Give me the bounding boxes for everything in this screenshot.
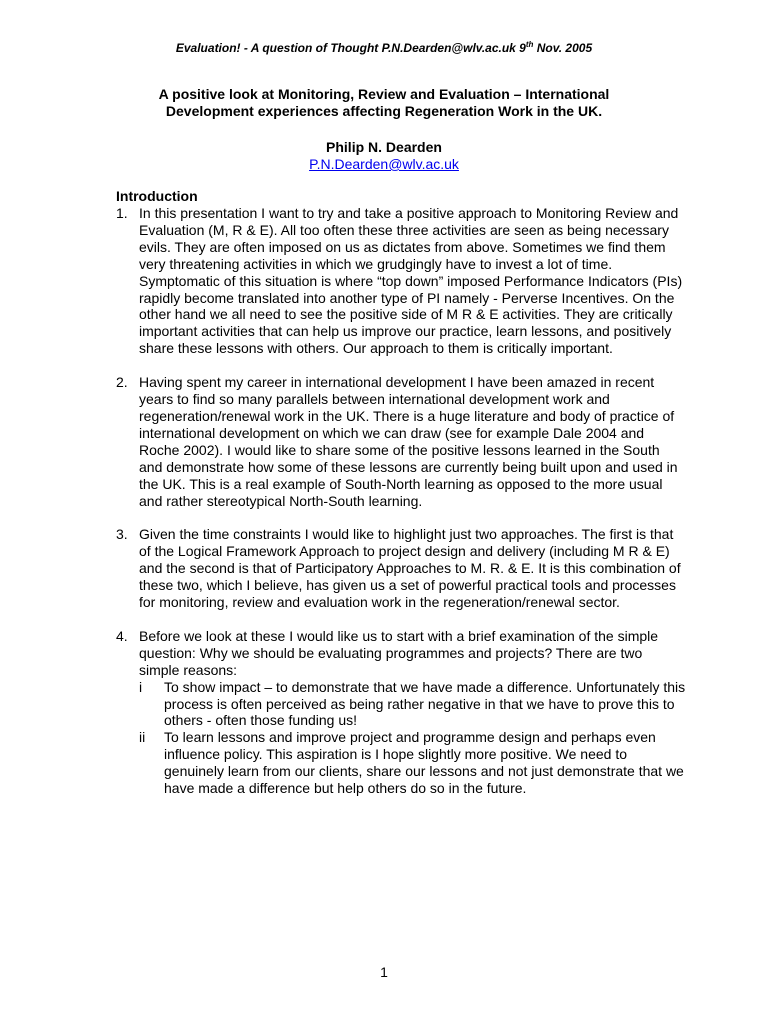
body-text: [116, 205, 686, 814]
title-line-2: Development experiences affecting Regeneration Work in the UK.: [165, 103, 603, 119]
author-name: Philip N. Dearden: [326, 139, 442, 155]
page-number: 1: [380, 964, 388, 980]
paragraph-number: 4.: [116, 627, 128, 644]
paragraph-3: [116, 526, 686, 611]
sub-item-i: [139, 679, 686, 730]
title-line-1: A positive look at Monitoring, Review and Evaluation – International: [158, 86, 610, 102]
running-header: [0, 40, 768, 55]
paragraph-text: Having spent my career in international development I have been amazed in recent years to find so many parallels between international development work and regeneration/renewal work in the UK. There is a huge literature and body of practice of international development on which we can draw (see for example Dale 2004 and Roche 2002). I would like to share some of the positive lessons learned in the South and demonstrate how some of these lessons are currently being built upon and used in the UK. This is a real example of South-North learning as opposed to the more usual and rather stereotypical North-South learning.: [139, 374, 678, 509]
paragraph-2: [116, 374, 686, 509]
sub-item-number: i: [139, 678, 143, 695]
paragraph-text: Before we look at these I would like us to start with a brief examination of the simple question: Why we should be evaluating programmes and projects? There are two simple reasons:: [139, 627, 659, 678]
sub-item-ii: [139, 729, 686, 797]
date-superscript: th: [525, 40, 534, 49]
section-heading: Introduction: [116, 188, 198, 204]
paragraph-text: Given the time constraints I would like to highlight just two approaches. The first is that of the Logical Framework Approach to project design and delivery (including M R & E) and the second is that of Participatory Approaches to M. R. & E. It is this combination of these two, which I believe, has given us a set of powerful practical tools and processes for monitoring, review and evaluation work in the regeneration/renewal sector.: [139, 526, 681, 611]
running-header-text: Evaluation! - A question of Thought P.N.Dearden@wlv.ac.uk 9: [175, 41, 526, 55]
paragraph-1: [116, 205, 686, 357]
paragraph-number: 2.: [116, 374, 128, 391]
paragraph-number: 3.: [116, 526, 128, 543]
author-email-link[interactable]: P.N.Dearden@wlv.ac.uk: [309, 156, 459, 172]
running-header-date: Nov. 2005: [533, 41, 593, 55]
sub-item-text: To learn lessons and improve project and programme design and perhaps even influence policy. This aspiration is I hope slightly more positive. We need to genuinely learn from our clients, share our lessons and not just demonstrate that we have made a difference but help others do so in the future.: [164, 729, 684, 797]
paragraph-text: In this presentation I want to try and take a positive approach to Monitoring Review and Evaluation (M, R & E). All too often these three activities are seen as being necessary evils. They are often imposed on us as dictates from above. Sometimes we find them very threatening activities in which we grudgingly have to invest a lot of time. Symptomatic of this situation is where “top down” imposed Performance Indicators (PIs) rapidly become translated into another type of PI namely - Perverse Incentives. On the other hand we all need to see the positive side of M R & E activities. They are critically important activities that can help us improve our practice, learn lessons, and positively share these lessons with others. Our approach to them is critically important.: [139, 205, 683, 357]
paragraph-4: [116, 628, 686, 797]
document-title: [100, 86, 668, 120]
sub-item-text: To show impact – to demonstrate that we have made a difference. Unfortunately this process is often perceived as being rather negative in that we have to prove this to others - often those funding us!: [164, 678, 686, 729]
sub-item-number: ii: [139, 729, 146, 746]
author-email: [0, 156, 768, 172]
paragraph-number: 1.: [116, 205, 128, 221]
